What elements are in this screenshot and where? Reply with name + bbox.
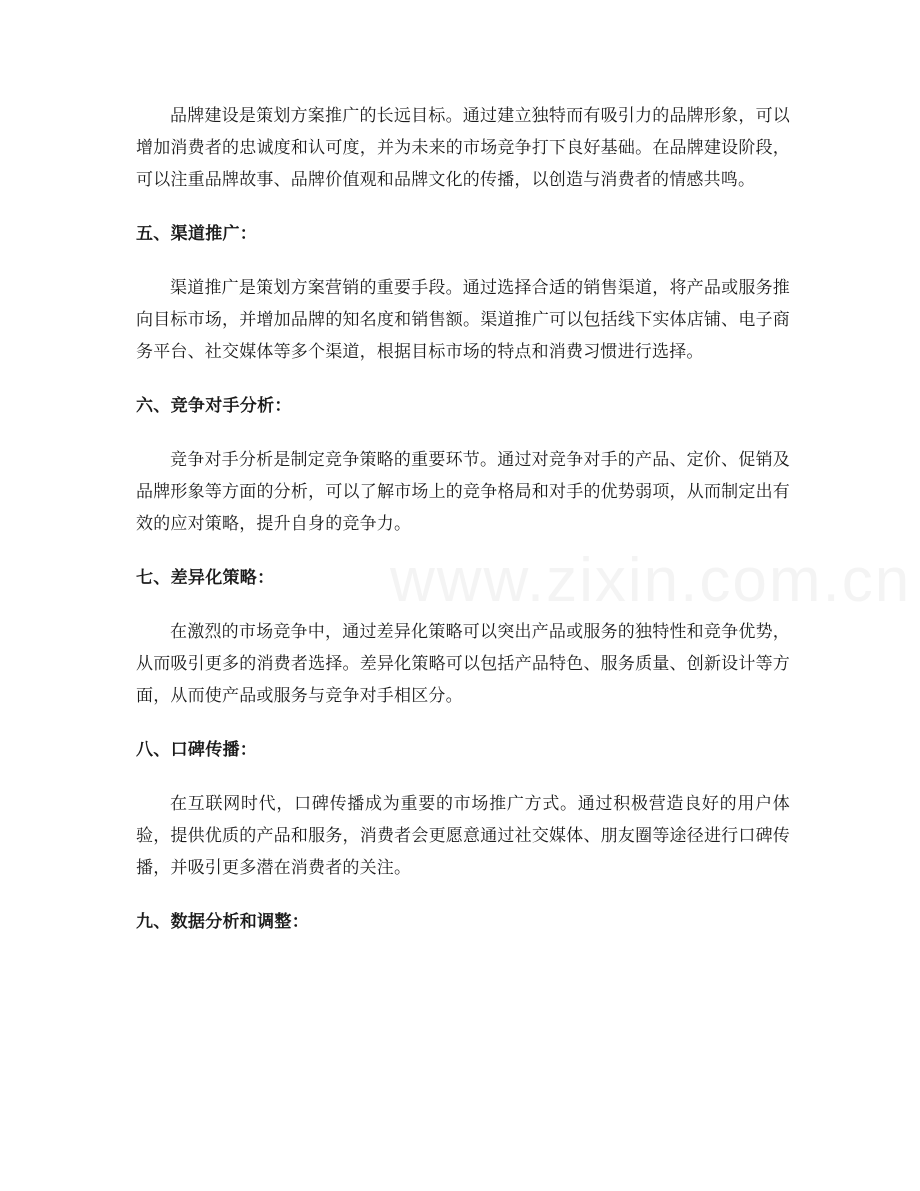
heading-competitor-analysis: 六、竞争对手分析： (136, 396, 292, 416)
paragraph-differentiation-strategy: 在激烈的市场竞争中，通过差异化策略可以突出产品或服务的独特性和竞争优势，从而吸引更多的消费者选择。差异化策略可以包括产品特色、服务质量、创新设计等方面，从而使产品或服务与竞争对手相区分。 (136, 622, 790, 706)
paragraph-competitor-analysis: 竞争对手分析是制定竞争策略的重要环节。通过对竞争对手的产品、定价、促销及品牌形象等方面的分析，可以了解市场上的竞争格局和对手的优势弱项，从而制定出有效的应对策略，提升自身的竞争力。 (136, 450, 790, 534)
heading-channel-promotion: 五、渠道推广： (136, 224, 258, 244)
paragraph-channel-promotion: 渠道推广是策划方案营销的重要手段。通过选择合适的销售渠道，将产品或服务推向目标市场，并增加品牌的知名度和销售额。渠道推广可以包括线下实体店铺、电子商务平台、社交媒体等多个渠道，根据目标市场的特点和消费习惯进行选择。 (136, 278, 790, 362)
watermark: www.zixin.com.cn (390, 546, 912, 615)
heading-data-analysis: 九、数据分析和调整： (136, 912, 309, 932)
paragraph-brand-building: 品牌建设是策划方案推广的长远目标。通过建立独特而有吸引力的品牌形象，可以增加消费者的忠诚度和认可度，并为未来的市场竞争打下良好基础。在品牌建设阶段，可以注重品牌故事、品牌价值观和品牌文化的传播，以创造与消费者的情感共鸣。 (136, 106, 790, 190)
heading-differentiation-strategy: 七、差异化策略： (136, 568, 275, 588)
document-content (136, 100, 790, 960)
paragraph-word-of-mouth: 在互联网时代，口碑传播成为重要的市场推广方式。通过积极营造良好的用户体验，提供优质的产品和服务，消费者会更愿意通过社交媒体、朋友圈等途径进行口碑传播，并吸引更多潜在消费者的关注。 (136, 794, 790, 878)
heading-word-of-mouth: 八、口碑传播： (136, 740, 258, 760)
